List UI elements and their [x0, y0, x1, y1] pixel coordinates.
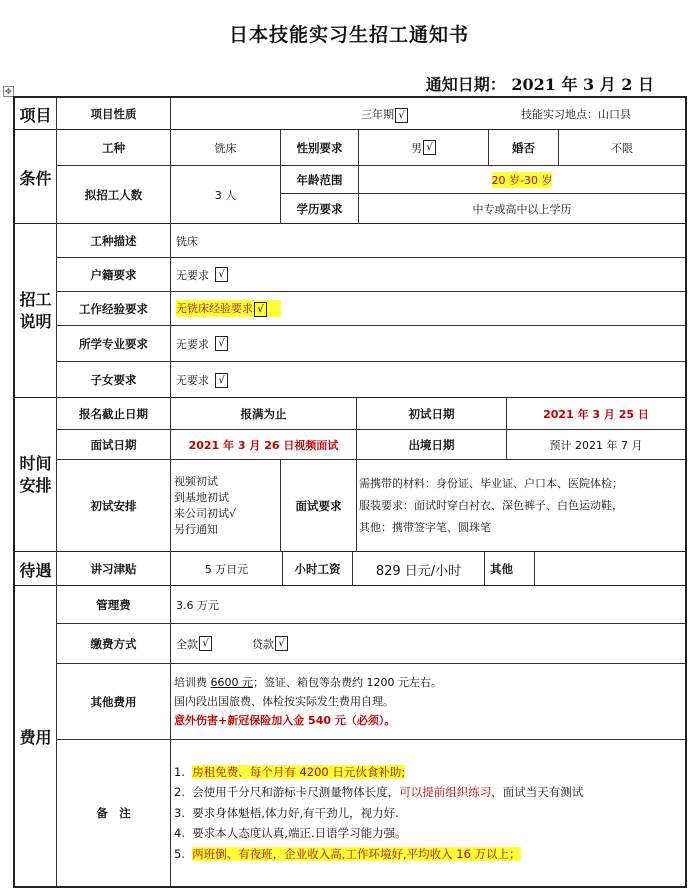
remark-number: 3.: [174, 805, 185, 820]
section-label-treatment: 待遇: [15, 552, 57, 586]
section-label-recruit-text: 招工说明: [19, 290, 52, 331]
major-value: 无要求: [176, 337, 209, 351]
remark-text: ，面试当天有测试: [491, 785, 584, 800]
prelim-arrangement-label: 初试安排: [57, 460, 171, 552]
other-fees-line2: 国内段出国旅费、体检按实际发生费用自理。: [174, 695, 394, 708]
remark-number: 2.: [174, 785, 185, 800]
children-cell: [171, 362, 685, 398]
remark-5: [174, 844, 521, 865]
gender-value: 男: [411, 141, 422, 155]
section-recruit: [15, 224, 685, 398]
remark-text-red: 可以提前组织练习: [399, 785, 492, 800]
check-icon: √: [254, 302, 267, 317]
prelim-date-value: 2021 年 3 月 25 日: [507, 398, 685, 430]
interview-date-value: 2021 年 3 月 26 日视频面试: [171, 430, 357, 460]
depart-value: 预计 2021 年 7 月: [507, 430, 685, 460]
section-project: [15, 98, 685, 130]
section-label-project: 项目: [15, 98, 57, 130]
age-cell: [359, 166, 685, 194]
interview-req-materials: 需携带的材料：身份证、毕业证、户口本、医院体检；: [359, 477, 623, 490]
pay-method-cell: [171, 624, 685, 664]
remark-number: 4.: [174, 826, 185, 841]
section-conditions: [15, 130, 685, 224]
project-nature-value: 三年期: [361, 107, 394, 121]
marital-value: 不限: [559, 130, 685, 166]
section-fees: [15, 586, 685, 886]
other-fees-cell: [171, 664, 685, 740]
deadline-label: 报名截止日期: [57, 398, 171, 430]
section-schedule: [15, 398, 685, 552]
project-nature-label: 项目性质: [57, 98, 171, 130]
children-label: 子女要求: [57, 362, 171, 398]
allowance-label: 讲习津贴: [57, 552, 171, 586]
desc-label: 工种描述: [57, 224, 171, 258]
headcount-value: 3 人: [171, 166, 281, 224]
prelim-arrangement-cell: [171, 460, 281, 552]
exp-highlight: [176, 300, 281, 317]
remark-3: [174, 803, 399, 824]
project-nature-value-wrap: [361, 106, 408, 123]
interview-date-label: 面试日期: [57, 430, 171, 460]
notice-table: [13, 96, 687, 888]
treatment-other-label: 其他: [485, 552, 535, 586]
exp-cell: [171, 292, 685, 326]
remark-text: 房租免费、每个月有 4200 日元伙食补助;: [192, 764, 406, 779]
gender-cell: [359, 130, 489, 166]
exp-value: 无铣床经验要求: [176, 302, 253, 315]
remark-text: 要求身体魁梧,体力好,有干劲儿，视力好.: [192, 805, 399, 820]
section-label-schedule: [15, 398, 57, 552]
allowance-value: 5 万日元: [171, 552, 283, 586]
prelim-date-label: 初试日期: [357, 398, 507, 430]
check-icon: √: [275, 636, 288, 651]
table-move-handle-icon[interactable]: ✥: [3, 86, 14, 97]
job-type-label: 工种: [57, 130, 171, 166]
interview-req-other: 其他：携带签字笔、圆珠笔: [359, 521, 491, 534]
pay-full-option: 全款: [176, 637, 198, 651]
prelim-option-base: 到基地初试: [174, 491, 229, 504]
mgmt-fee-label: 管理费: [57, 586, 171, 624]
exp-label: 工作经验要求: [57, 292, 171, 326]
gender-label: 性别要求: [281, 130, 359, 166]
check-icon: √: [215, 373, 228, 388]
edu-value: 中专或高中以上学历: [472, 203, 572, 216]
marital-label: 婚否: [489, 130, 559, 166]
remarks-cell: [171, 740, 685, 886]
mgmt-fee-value: 3.6 万元: [171, 586, 685, 624]
remark-number: 1.: [174, 764, 185, 779]
major-cell: [171, 326, 685, 362]
major-label: 所学专业要求: [57, 326, 171, 362]
remark-text: 会使用千分尺和游标卡尺测量物体长度，: [192, 785, 400, 800]
remarks-label: 备 注: [57, 740, 171, 886]
hukou-label: 户籍要求: [57, 258, 171, 292]
remark-4: [174, 823, 407, 844]
training-fee-label: 培训费: [174, 676, 211, 689]
notice-date: 通知日期： 2021 年 3 月 2 日: [425, 75, 654, 94]
section-label-fees: 费用: [15, 586, 57, 886]
job-type-value: 铣床: [171, 130, 281, 166]
check-icon: √: [215, 336, 228, 351]
prelim-option-company: 来公司初试√: [174, 507, 237, 520]
edu-label: 学历要求: [281, 194, 359, 224]
interview-req-label: 面试要求: [281, 460, 357, 552]
other-fees-line3: 意外伤害+新冠保险加入金 540 元（必须）。: [174, 714, 396, 727]
headcount-label: 拟招工人数: [57, 166, 171, 224]
remark-2: [174, 782, 583, 803]
check-icon: √: [215, 267, 228, 282]
interview-req-dress: 服装要求：面试时穿白衬衣、深色裤子、白色运动鞋，: [359, 499, 623, 512]
prelim-option-notice: 另行通知: [174, 523, 218, 536]
document-title: 日本技能实习生招工通知书: [228, 24, 469, 46]
section-treatment: [15, 552, 685, 586]
check-icon: √: [395, 108, 408, 123]
project-nature-cell: [171, 98, 685, 130]
remark-number: 5.: [174, 846, 185, 861]
pay-loan-option: 贷款: [252, 637, 274, 651]
check-icon: √: [423, 140, 436, 155]
children-value: 无要求: [176, 374, 209, 387]
check-icon: √: [199, 636, 212, 651]
deadline-value: 报满为止: [171, 398, 357, 430]
desc-value: 铣床: [171, 224, 685, 258]
hourly-value: 829 日元/小时: [353, 552, 485, 586]
section-label-recruit: [15, 224, 57, 398]
interview-req-cell: [357, 460, 685, 552]
other-fees-label: 其他费用: [57, 664, 171, 740]
treatment-other-value: [535, 552, 685, 586]
prelim-option-video: 视频初试: [174, 475, 218, 488]
project-location: 技能实习地点：山口县: [521, 108, 631, 121]
hourly-label: 小时工资: [283, 552, 353, 586]
section-label-schedule-text: 时间安排: [19, 454, 52, 495]
remark-1: [174, 762, 405, 783]
other-fees-line1: [174, 673, 442, 692]
hukou-cell: [171, 258, 685, 292]
remark-text: 要求本人态度认真,端正.日语学习能力强。: [192, 826, 407, 841]
misc-fee-text: ；签证、箱包等杂费约 1200 元左右。: [253, 676, 442, 689]
hukou-value: 无要求: [176, 268, 209, 282]
age-value: 20 岁-30 岁: [491, 173, 553, 187]
depart-label: 出境日期: [357, 430, 507, 460]
training-fee-amount: 6600 元: [210, 676, 253, 689]
age-label: 年龄范围: [281, 166, 359, 194]
remark-text: 两班倒、有夜班，企业收入高,工作环境好,平均收入 16 万以上；: [192, 846, 521, 861]
section-label-conditions: 条件: [15, 130, 57, 224]
pay-method-label: 缴费方式: [57, 624, 171, 664]
